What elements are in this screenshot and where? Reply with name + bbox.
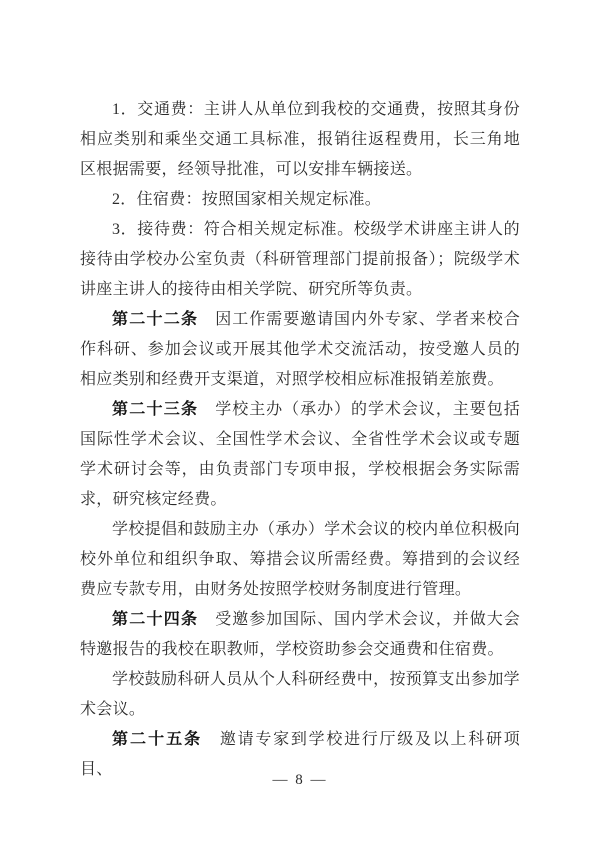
- paragraph-item-2-lodging-fee: [80, 185, 520, 215]
- page-number: — 8 —: [272, 772, 328, 788]
- paragraph-text: 因工作需要邀请国内外专家、学者来校合作科研、参加会议或开展其他学术交流活动，按受邀人员的相应类别和经费开支渠道，对照学校相应标准报销差旅费。: [80, 311, 520, 388]
- paragraph-text: 学校主办（承办）的学术会议，主要包括国际性学术会议、全国性学术会议、全省性学术会议或专题学术研讨会等，由负责部门专项申报，学校根据会务实际需求，研究核定经费。: [80, 401, 520, 508]
- paragraph-article-22: [80, 305, 520, 395]
- paragraph-text: 受邀参加国际、国内学术会议，并做大会特邀报告的我校在职教师，学校资助参会交通费和住宿费。: [80, 611, 520, 658]
- paragraph-text: 1．交通费：主讲人从单位到我校的交通费，按照其身份相应类别和乘坐交通工具标准，报销往返程费用，长三角地区根据需要，经领导批准，可以安排车辆接送。: [80, 101, 520, 178]
- paragraph-text: 学校鼓励科研人员从个人科研经费中，按预算支出参加学术会议。: [80, 671, 520, 718]
- paragraph-article-24-continued: [80, 665, 520, 725]
- paragraph-article-23: [80, 395, 520, 515]
- paragraph-item-3-reception-fee: [80, 215, 520, 305]
- article-24-heading: 第二十四条: [112, 611, 199, 628]
- article-25-heading: 第二十五条: [112, 731, 203, 748]
- article-23-heading: 第二十三条: [112, 401, 199, 418]
- paragraph-article-23-continued: [80, 515, 520, 605]
- paragraph-text: 2．住宿费：按照国家相关规定标准。: [112, 191, 382, 208]
- document-body: [80, 95, 520, 785]
- article-22-heading: 第二十二条: [112, 311, 199, 328]
- paragraph-item-1-transport-fee: [80, 95, 520, 185]
- paragraph-text: 邀请专家到学校进行厅级及以上科研项目、: [80, 731, 520, 778]
- paragraph-text: 3．接待费：符合相关规定标准。校级学术讲座主讲人的接待由学校办公室负责（科研管理部门提前报备）；院级学术讲座主讲人的接待由相关学院、研究所等负责。: [80, 221, 520, 298]
- paragraph-article-24: [80, 605, 520, 665]
- paragraph-text: 学校提倡和鼓励主办（承办）学术会议的校内单位积极向校外单位和组织争取、筹措会议所需经费。筹措到的会议经费应专款专用，由财务处按照学校财务制度进行管理。: [80, 521, 520, 598]
